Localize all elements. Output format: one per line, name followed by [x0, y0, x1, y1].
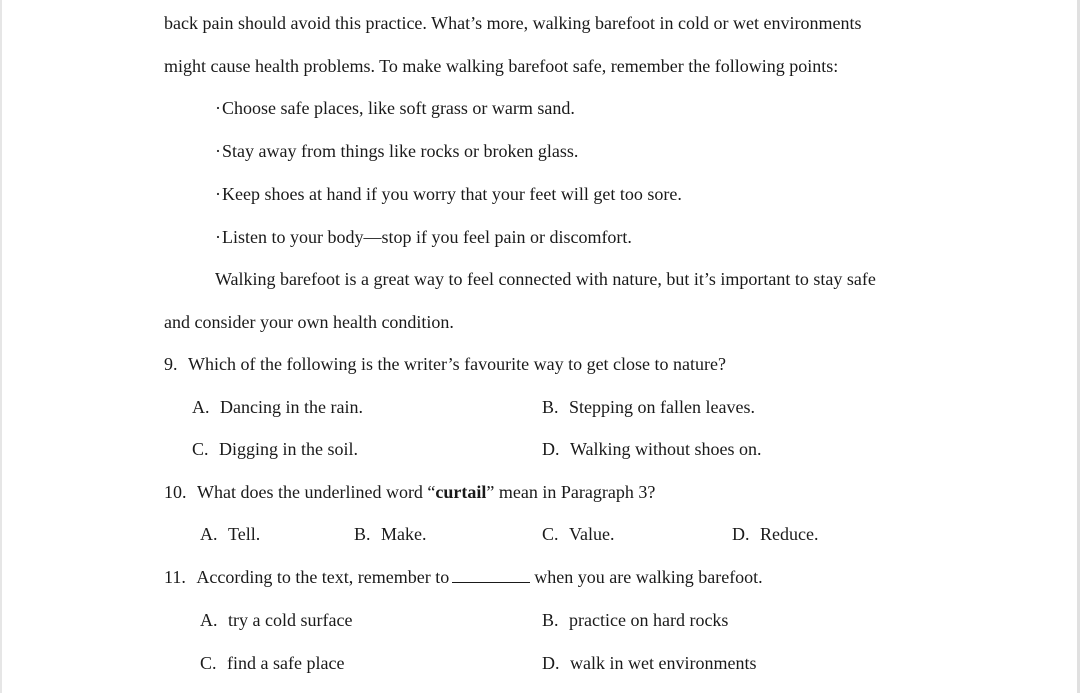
underlined-word: curtail [435, 482, 487, 502]
bullet-dot: · [215, 98, 221, 118]
question-10 [164, 481, 655, 503]
option-letter: B. [542, 610, 559, 630]
question-stem [197, 482, 655, 502]
bullet-item [215, 226, 632, 248]
option-letter: D. [732, 524, 750, 544]
option-10a[interactable] [200, 523, 260, 545]
option-text: Stepping on fallen leaves. [569, 397, 755, 417]
option-text: practice on hard rocks [569, 610, 729, 630]
question-number: 9. [164, 354, 178, 374]
stem-text: What does the underlined word “ [197, 482, 436, 502]
passage-line: back pain should avoid this practice. What’s more, walking barefoot in cold or wet environments [164, 13, 862, 33]
bullet-dot: · [215, 227, 221, 247]
bullet-dot: · [215, 184, 221, 204]
question-stem [196, 567, 762, 587]
option-text: try a cold surface [228, 610, 353, 630]
option-10c[interactable] [542, 523, 615, 545]
option-letter: A. [200, 610, 218, 630]
question-number: 10. [164, 482, 187, 502]
passage-line: might cause health problems. To make walking barefoot safe, remember the following points: [164, 56, 839, 76]
option-text: Digging in the soil. [219, 439, 359, 459]
option-9c[interactable] [192, 438, 358, 460]
question-stem: Which of the following is the writer’s favourite way to get close to nature? [188, 354, 727, 374]
option-11c[interactable] [200, 652, 344, 674]
option-text: find a safe place [227, 653, 345, 673]
bullet-item [215, 183, 682, 205]
stem-text: when you are walking barefoot. [534, 567, 763, 587]
option-text: Make. [381, 524, 427, 544]
option-11b[interactable] [542, 609, 728, 631]
question-9 [164, 353, 726, 375]
option-text: Reduce. [760, 524, 819, 544]
question-number: 11. [164, 567, 186, 587]
bullet-text: Choose safe places, like soft grass or warm sand. [222, 98, 575, 118]
option-letter: A. [200, 524, 218, 544]
option-9d[interactable] [542, 438, 762, 460]
question-11 [164, 566, 763, 588]
option-10b[interactable] [354, 523, 427, 545]
stem-text: According to the text, remember to [196, 567, 450, 587]
option-letter: C. [192, 439, 209, 459]
option-letter: B. [354, 524, 371, 544]
option-11a[interactable] [200, 609, 352, 631]
option-text: Walking without shoes on. [570, 439, 762, 459]
option-text: Tell. [228, 524, 261, 544]
passage-line: and consider your own health condition. [164, 312, 454, 332]
option-text: Dancing in the rain. [220, 397, 363, 417]
option-text: walk in wet environments [570, 653, 757, 673]
option-letter: B. [542, 397, 559, 417]
page-edge-left [0, 0, 2, 693]
option-letter: D. [542, 653, 560, 673]
option-text: Value. [569, 524, 615, 544]
option-11d[interactable] [542, 652, 756, 674]
bullet-item [215, 140, 578, 162]
bullet-item [215, 97, 575, 119]
passage-line: Walking barefoot is a great way to feel connected with nature, but it’s important to stay safe [215, 269, 876, 289]
option-letter: C. [542, 524, 559, 544]
stem-text: ” mean in Paragraph 3? [486, 482, 656, 502]
bullet-text: Listen to your body—stop if you feel pain or discomfort. [222, 227, 632, 247]
bullet-text: Keep shoes at hand if you worry that your feet will get too sore. [222, 184, 682, 204]
option-9b[interactable] [542, 396, 755, 418]
bullet-dot: · [215, 141, 221, 161]
option-10d[interactable] [732, 523, 818, 545]
option-letter: C. [200, 653, 217, 673]
option-9a[interactable] [192, 396, 363, 418]
answer-blank[interactable] [452, 568, 530, 583]
option-letter: A. [192, 397, 210, 417]
bullet-text: Stay away from things like rocks or broken glass. [222, 141, 579, 161]
option-letter: D. [542, 439, 560, 459]
